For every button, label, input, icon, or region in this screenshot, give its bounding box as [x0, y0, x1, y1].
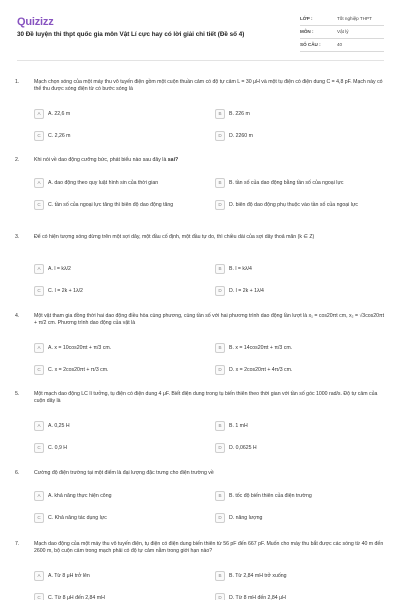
option-text: B. x = 14cos20πt + π/3 cm. — [229, 345, 293, 351]
question-number: 3. — [15, 234, 20, 240]
question-number: 2. — [15, 157, 20, 163]
option-a[interactable] — [34, 343, 199, 353]
quizizz-logo: Quizizz — [17, 16, 54, 28]
option-letter: C — [34, 365, 44, 375]
option-letter: D — [215, 593, 225, 600]
option-text: A. Từ 8 μH trở lên — [48, 573, 90, 579]
meta-label: SỐ CÂU : — [300, 42, 321, 47]
option-a[interactable] — [34, 571, 199, 581]
option-letter: C — [34, 513, 44, 523]
option-text: D. biên độ dao động phụ thuộc vào tần số của ngoại lực — [229, 202, 358, 208]
option-letter: B — [215, 264, 225, 274]
question-text: Mạch chọn sóng của một máy thu vô tuyến điện gồm một cuộn thuần cảm có độ tự cảm L = 30 μH và một tụ điện có điện dung C = 4,8 pF. Mạch này có thể thu được sóng điện từ có bước sóng là — [34, 79, 383, 93]
option-a[interactable] — [34, 264, 199, 274]
option-letter: A — [34, 178, 44, 188]
option-letter: D — [215, 286, 225, 296]
question-text-main: Khi nói về dao động cưỡng bức, phát biểu nào sau đây là — [34, 157, 168, 163]
question-text — [34, 157, 386, 164]
question-number: 1. — [15, 79, 20, 85]
option-b[interactable] — [215, 491, 385, 501]
option-text: D. 0,0625 H — [229, 445, 257, 451]
option-text: C. Khả năng tác dụng lực — [48, 515, 107, 521]
option-text: C. 2,26 m — [48, 133, 71, 139]
option-a[interactable] — [34, 178, 204, 188]
option-letter: C — [34, 443, 44, 453]
option-text: D. 2260 m — [229, 133, 253, 139]
option-text: C. x = 2cos20πt + π/3 cm. — [48, 367, 109, 373]
option-b[interactable] — [215, 421, 385, 431]
option-letter: D — [215, 131, 225, 141]
option-text: A. l = kλ/2 — [48, 266, 71, 272]
option-letter: A — [34, 264, 44, 274]
option-c[interactable] — [34, 593, 199, 600]
meta-label: MÔN : — [300, 29, 314, 34]
question-text: Cường độ điện trường tại một điểm là đại lượng đặc trưng cho điện trường về — [34, 470, 214, 476]
option-text: C. Từ 8 μH đến 2,84 mH — [48, 595, 105, 600]
option-text: B. tốc độ biến thiên của điện trường — [229, 493, 312, 499]
option-c[interactable] — [34, 200, 179, 210]
option-d[interactable] — [215, 286, 385, 296]
option-text: B. l = kλ/4 — [229, 266, 252, 272]
option-letter: A — [34, 491, 44, 501]
option-d[interactable] — [215, 593, 385, 600]
question-text-emphasis: sai? — [167, 157, 179, 163]
option-letter: C — [34, 131, 44, 141]
option-text: D. năng lượng — [229, 515, 263, 521]
meta-value: 40 — [337, 42, 343, 47]
worksheet-header — [0, 0, 400, 62]
option-letter: A — [34, 571, 44, 581]
option-c[interactable] — [34, 286, 199, 296]
option-text: A. dao động theo quy luật hình sin của thời gian — [48, 180, 159, 186]
meta-row-class — [300, 13, 384, 26]
option-text: A. x = 10cos20πt + π/3 cm. — [48, 345, 112, 351]
option-letter: A — [34, 421, 44, 431]
option-letter: B — [215, 491, 225, 501]
option-text: D. l = 2k + 1λ/4 — [229, 288, 264, 294]
option-c[interactable] — [34, 513, 199, 523]
option-letter: D — [215, 365, 225, 375]
option-letter: B — [215, 178, 225, 188]
option-d[interactable] — [215, 200, 365, 210]
option-a[interactable] — [34, 109, 199, 119]
meta-row-question-count — [300, 39, 384, 52]
meta-label: LỚP : — [300, 16, 313, 21]
option-b[interactable] — [215, 109, 385, 119]
option-d[interactable] — [215, 131, 385, 141]
question-text: Một mạch dao động LC lí tưởng, tụ điện có điện dung 4 μF. Biết điện dung trong tụ biến thiên theo thời gian với tần số góc 1000 rad/s. Độ tự cảm của cuộn dây là — [34, 391, 378, 405]
header-divider — [17, 60, 384, 61]
option-letter: A — [34, 109, 44, 119]
option-a[interactable] — [34, 421, 199, 431]
worksheet-title: 30 Đề luyện thi thpt quốc gia môn Vật Lí cực hay có lời giải chi tiết (Đề số 4) — [17, 31, 245, 38]
option-text: C. tần số của ngoại lực tăng thì biên độ dao động tăng — [48, 202, 174, 208]
option-c[interactable] — [34, 365, 199, 375]
option-text: B. 226 m — [229, 111, 250, 117]
option-letter: B — [215, 109, 225, 119]
meta-value: Tốt nghiệp THPT — [337, 16, 372, 21]
option-text: B. 1 mH — [229, 423, 248, 429]
worksheet-meta — [300, 13, 384, 52]
option-text: D. Từ 8 mH đến 2,84 μH — [229, 595, 286, 600]
option-letter: D — [215, 443, 225, 453]
option-a[interactable] — [34, 491, 199, 501]
option-letter: D — [215, 200, 225, 210]
option-text: D. x = 2cos20πt + 4π/3 cm. — [229, 367, 293, 373]
option-letter: B — [215, 343, 225, 353]
option-c[interactable] — [34, 131, 199, 141]
question-number: 4. — [15, 313, 20, 319]
option-letter: A — [34, 343, 44, 353]
option-b[interactable] — [215, 178, 385, 188]
option-text: A. khả năng thực hiện công — [48, 493, 112, 499]
question-number: 5. — [15, 391, 20, 397]
option-b[interactable] — [215, 571, 385, 581]
option-d[interactable] — [215, 513, 385, 523]
option-text: A. 22,6 m — [48, 111, 71, 117]
question-number: 7. — [15, 541, 20, 547]
option-text: C. 0,9 H — [48, 445, 68, 451]
option-letter: B — [215, 571, 225, 581]
option-letter: C — [34, 200, 44, 210]
option-d[interactable] — [215, 365, 385, 375]
option-text: B. Từ 2,84 mH trở xuống — [229, 573, 287, 579]
option-letter: C — [34, 593, 44, 600]
option-letter: D — [215, 513, 225, 523]
question-text: Một vật tham gia đồng thời hai dao động điều hòa cùng phương, cùng tần số với hai phương trình dao động lần lượt là x₁ = cos20πt cm, x₂ = √3cos20πt + π/2 cm. Phương trình dao động của vật là — [34, 313, 385, 327]
option-b[interactable] — [215, 343, 385, 353]
option-text: A. 0,25 H — [48, 423, 70, 429]
option-d[interactable] — [215, 443, 385, 453]
question-text: Để có hiện tượng sóng dừng trên một sợi dây, một đầu cố định, một đầu tự do, thì chiều dài của sợi dây thoả mãn (k ∈ Z) — [34, 234, 315, 240]
option-letter: C — [34, 286, 44, 296]
option-text: B. tần số của dao động bằng tần số của ngoại lực — [229, 180, 344, 186]
meta-row-subject — [300, 26, 384, 39]
question-text: Mạch dao động của một máy thu vô tuyến điện, tụ điện có điện dung biến thiên từ 56 pF đến 667 pF. Muốn cho máy thu bắt được các sóng từ 40 m đến 2600 m, bộ cuộn cảm trong mạch phải có độ tự cảm nằm trong giới hạn nào? — [34, 541, 384, 555]
option-text: C. l = 2k + 1λ/2 — [48, 288, 83, 294]
option-c[interactable] — [34, 443, 199, 453]
option-letter: B — [215, 421, 225, 431]
question-number: 6. — [15, 470, 20, 476]
meta-value: Vật lý — [337, 29, 349, 34]
option-b[interactable] — [215, 264, 385, 274]
